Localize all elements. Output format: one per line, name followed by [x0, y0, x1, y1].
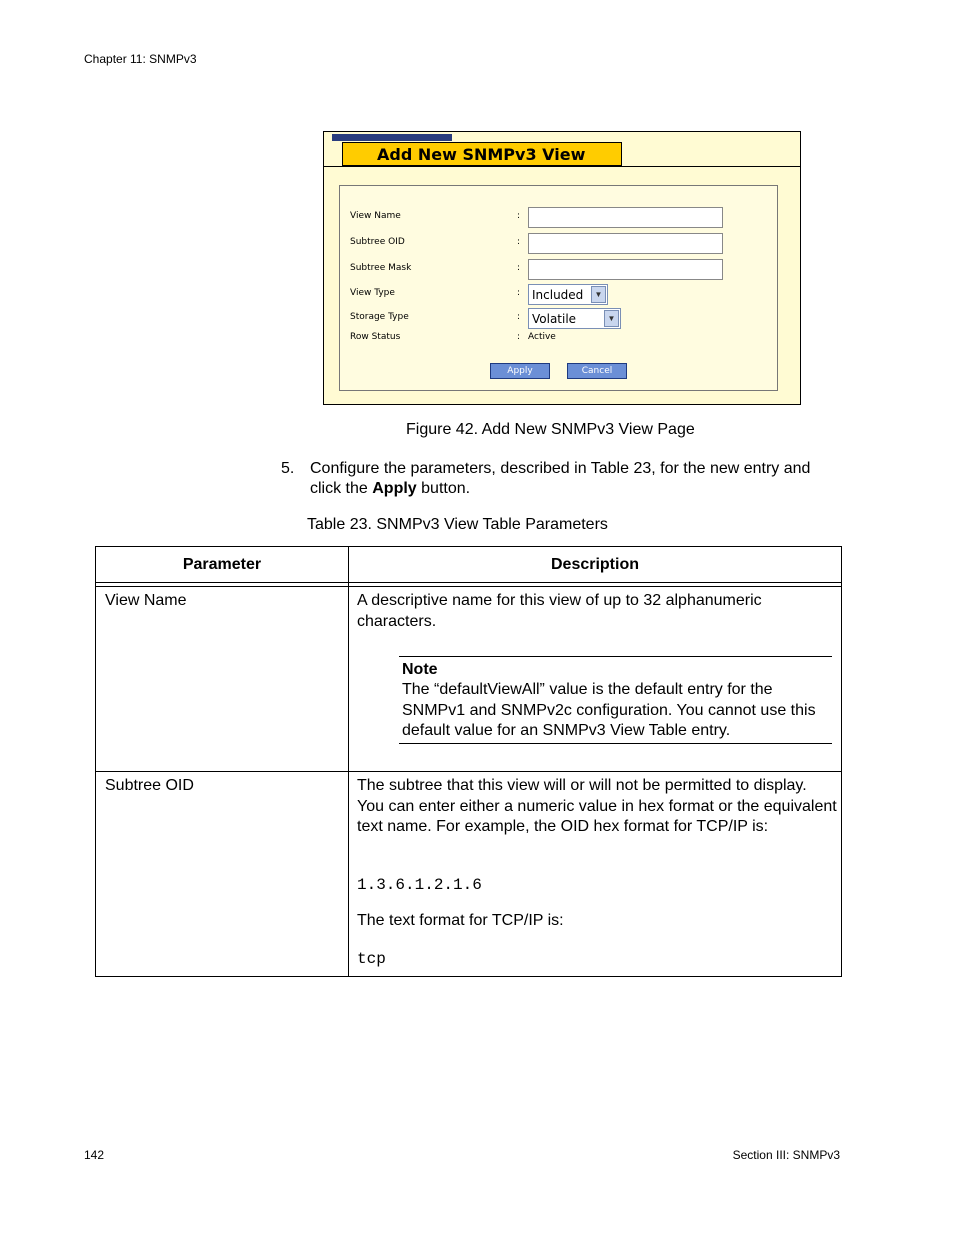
table-caption: Table 23. SNMPv3 View Table Parameters — [307, 516, 608, 533]
row-status-label: Row Status — [350, 332, 401, 342]
row-divider — [96, 771, 841, 772]
chevron-down-icon[interactable]: ▼ — [604, 310, 619, 327]
header-rule — [96, 582, 841, 583]
note-top-rule — [399, 656, 832, 657]
title-divider — [324, 166, 800, 167]
row-status-value: Active — [528, 332, 556, 342]
colon: : — [517, 288, 521, 298]
section-footer: Section III: SNMPv3 — [732, 1148, 840, 1162]
note-text: The “defaultViewAll” value is the default entry for the SNMPv1 and SNMPv2c configuration. You cannot use this default value for an SNMPv3 View Table entry. — [402, 681, 816, 739]
step-number: 5. — [281, 460, 295, 477]
storage-type-value: Volatile — [532, 312, 577, 326]
view-type-select[interactable] — [528, 284, 608, 305]
apply-button[interactable]: Apply — [490, 363, 550, 379]
view-name-label: View Name — [350, 211, 401, 221]
colon: : — [517, 332, 521, 342]
figure-caption: Figure 42. Add New SNMPv3 View Page — [406, 421, 695, 438]
header-parameter: Parameter — [182, 556, 262, 573]
colon: : — [517, 263, 521, 273]
column-divider — [348, 547, 349, 976]
note-title: Note — [402, 661, 438, 678]
chapter-header: Chapter 11: SNMPv3 — [84, 52, 197, 66]
colon: : — [517, 237, 521, 247]
view-type-value: Included — [532, 288, 584, 302]
tab-strip — [332, 134, 452, 141]
storage-type-select[interactable] — [528, 308, 621, 329]
table-row-param: Subtree OID — [105, 777, 194, 794]
view-type-label: View Type — [350, 288, 395, 298]
subtree-oid-input[interactable] — [528, 233, 723, 254]
apply-emphasis: Apply — [372, 480, 417, 497]
chevron-down-icon[interactable]: ▼ — [591, 286, 606, 303]
screenshot-figure — [323, 131, 801, 405]
table-row-desc: The subtree that this view will or will not be permitted to display. You can enter either a numeric value in hex format or the equivalent text name. For example, the OID hex format for TCP/IP is: — [357, 777, 837, 835]
note-bottom-rule — [399, 743, 832, 744]
oid-code: 1.3.6.1.2.1.6 — [357, 876, 482, 894]
table-row-param: View Name — [105, 592, 187, 609]
header-description: Description — [550, 556, 639, 573]
storage-type-label: Storage Type — [350, 312, 409, 322]
subtree-oid-label: Subtree OID — [350, 237, 405, 247]
screenshot-title: Add New SNMPv3 View — [377, 145, 586, 164]
colon: : — [517, 312, 521, 322]
step-text: Configure the parameters, described in Table 23, for the new entry and click the Apply button. — [310, 460, 811, 497]
parameters-table — [95, 546, 842, 977]
view-name-input[interactable] — [528, 207, 723, 228]
subtree-mask-label: Subtree Mask — [350, 263, 412, 273]
cancel-button[interactable]: Cancel — [567, 363, 627, 379]
table-row-desc: A descriptive name for this view of up to 32 alphanumeric characters. — [357, 592, 762, 630]
colon: : — [517, 211, 521, 221]
tcp-code: tcp — [357, 950, 386, 968]
header-rule — [96, 586, 841, 587]
view-form — [339, 185, 778, 391]
screenshot-title-box — [342, 142, 622, 166]
text-format-desc: The text format for TCP/IP is: — [357, 912, 564, 929]
subtree-mask-input[interactable] — [528, 259, 723, 280]
page-number: 142 — [84, 1148, 105, 1162]
